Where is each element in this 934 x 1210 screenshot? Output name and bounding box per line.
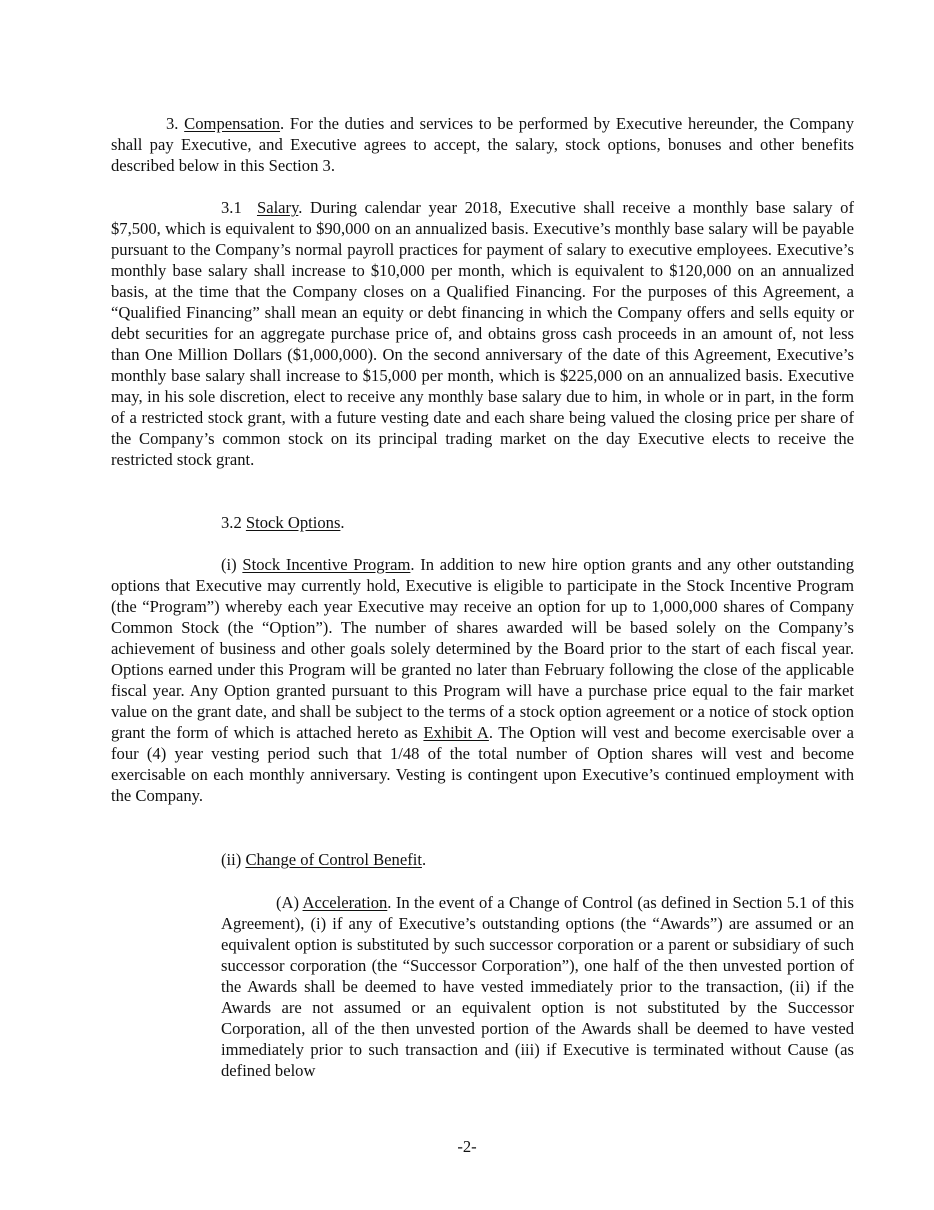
section-3-number: 3. xyxy=(166,114,179,133)
section-3-2-ii-a-text: . In the event of a Change of Control (as defined in Section 5.1 of this Agreement), (i) if any of Executive’s outstanding options (the “Awards”) are assumed or an equivalent option is substituted by such successor corporation or a parent or subsidiary of such successor corporation (the “Successor Corporation”), one half of the then unvested portion of the Awards shall be deemed to have vested immediately prior to the transaction, (ii) if the Awards are not assumed or an equivalent option is not substituted by the Successor Corporation, all of the then unvested portion of the Awards shall be deemed to have vested immediately prior to such transaction and (iii) if Executive is terminated without Cause (as defined below xyxy=(221,893,855,1080)
section-3-heading: Compensation xyxy=(184,114,281,133)
exhibit-a-reference: Exhibit A xyxy=(423,723,489,742)
section-3-2-ii-a-number: (A) xyxy=(276,893,300,912)
section-3-2-ii-suffix: . xyxy=(421,850,427,869)
section-3-text: . For the duties and services to be performed by Executive hereunder, the Company shall pay Executive, and Executive agrees to accept, the salary, stock options, bonuses and other benefits described below in this Section 3. xyxy=(111,114,855,175)
section-3-2-number: 3.2 xyxy=(221,513,242,532)
section-3-2-ii-heading: Change of Control Benefit xyxy=(245,850,422,869)
section-3-2-ii-number: (ii) xyxy=(221,850,242,869)
section-3-1-number: 3.1 xyxy=(221,198,242,217)
section-3-2-i-text-before: . In addition to new hire option grants and any other outstanding options that Executive may currently hold, Executive is eligible to participate in the Stock Incentive Program (the “Program”) whereby each year Executive may receive an option for up to 1,000,000 shares of Company Common Stock (the “Option”). The number of shares awarded will be based solely on the Company’s achievement of business and other goals solely determined by the Board prior to the start of each fiscal year. Options earned under this Program will be granted no later than February following the close of the applicable fiscal year. Any Option granted pursuant to this Program will have a purchase price equal to the fair market value on the grant date, and shall be subject to the terms of a stock option agreement or a notice of stock option grant the form of which is attached hereto as xyxy=(111,555,854,742)
section-3-2-i-text-after: . The Option will vest and become exercisable over a four (4) year vesting period such that 1/48 of the total number of Option shares will vest and become exercisable on each monthly anniversary. Vesting is contingent upon Executive’s continued employment with the Company. xyxy=(111,723,854,805)
section-3-1-heading: Salary xyxy=(256,198,299,217)
section-3-1-paragraph xyxy=(111,197,854,470)
section-3-2-heading: Stock Options xyxy=(245,513,341,532)
section-3-paragraph xyxy=(111,113,854,176)
section-3-2-ii-heading-line xyxy=(221,849,426,870)
section-3-2-heading-line xyxy=(221,512,345,533)
section-3-2-ii-a-paragraph xyxy=(221,892,854,1081)
section-3-1-text: . During calendar year 2018, Executive shall receive a monthly base salary of $7,500, which is equivalent to $90,000 on an annualized basis. Executive’s monthly base salary will be payable pursuant to the Company’s normal payroll practices for payment of salary to executive employees. Executive’s monthly base salary shall increase to $10,000 per month, which is equivalent to $120,000 on an annualized basis, at the time that the Company closes on a Qualified Financing. For the purposes of this Agreement, a “Qualified Financing” shall mean an equity or debt financing in which the Company offers and sells equity or debt securities for an aggregate purchase price of, and obtains gross cash proceeds in an amount of, not less than One Million Dollars ($1,000,000). On the second anniversary of the date of this Agreement, Executive’s monthly base salary shall increase to $15,000 per month, which is $225,000 on an annualized basis. Executive may, in his sole discretion, elect to receive any monthly base salary due to him, in whole or in part, in the form of a restricted stock grant, with a future vesting date and each share being valued the closing price per share of the Company’s common stock on its principal trading market on the day Executive elects to receive the restricted stock grant. xyxy=(111,198,854,469)
section-3-2-ii-a-heading: Acceleration xyxy=(302,893,388,912)
page-number: -2- xyxy=(457,1137,477,1156)
section-3-2-i-paragraph xyxy=(111,554,854,806)
section-3-2-suffix: . xyxy=(340,513,345,532)
section-3-2-i-heading: Stock Incentive Program xyxy=(242,555,411,574)
section-3-2-i-number: (i) xyxy=(221,555,237,574)
